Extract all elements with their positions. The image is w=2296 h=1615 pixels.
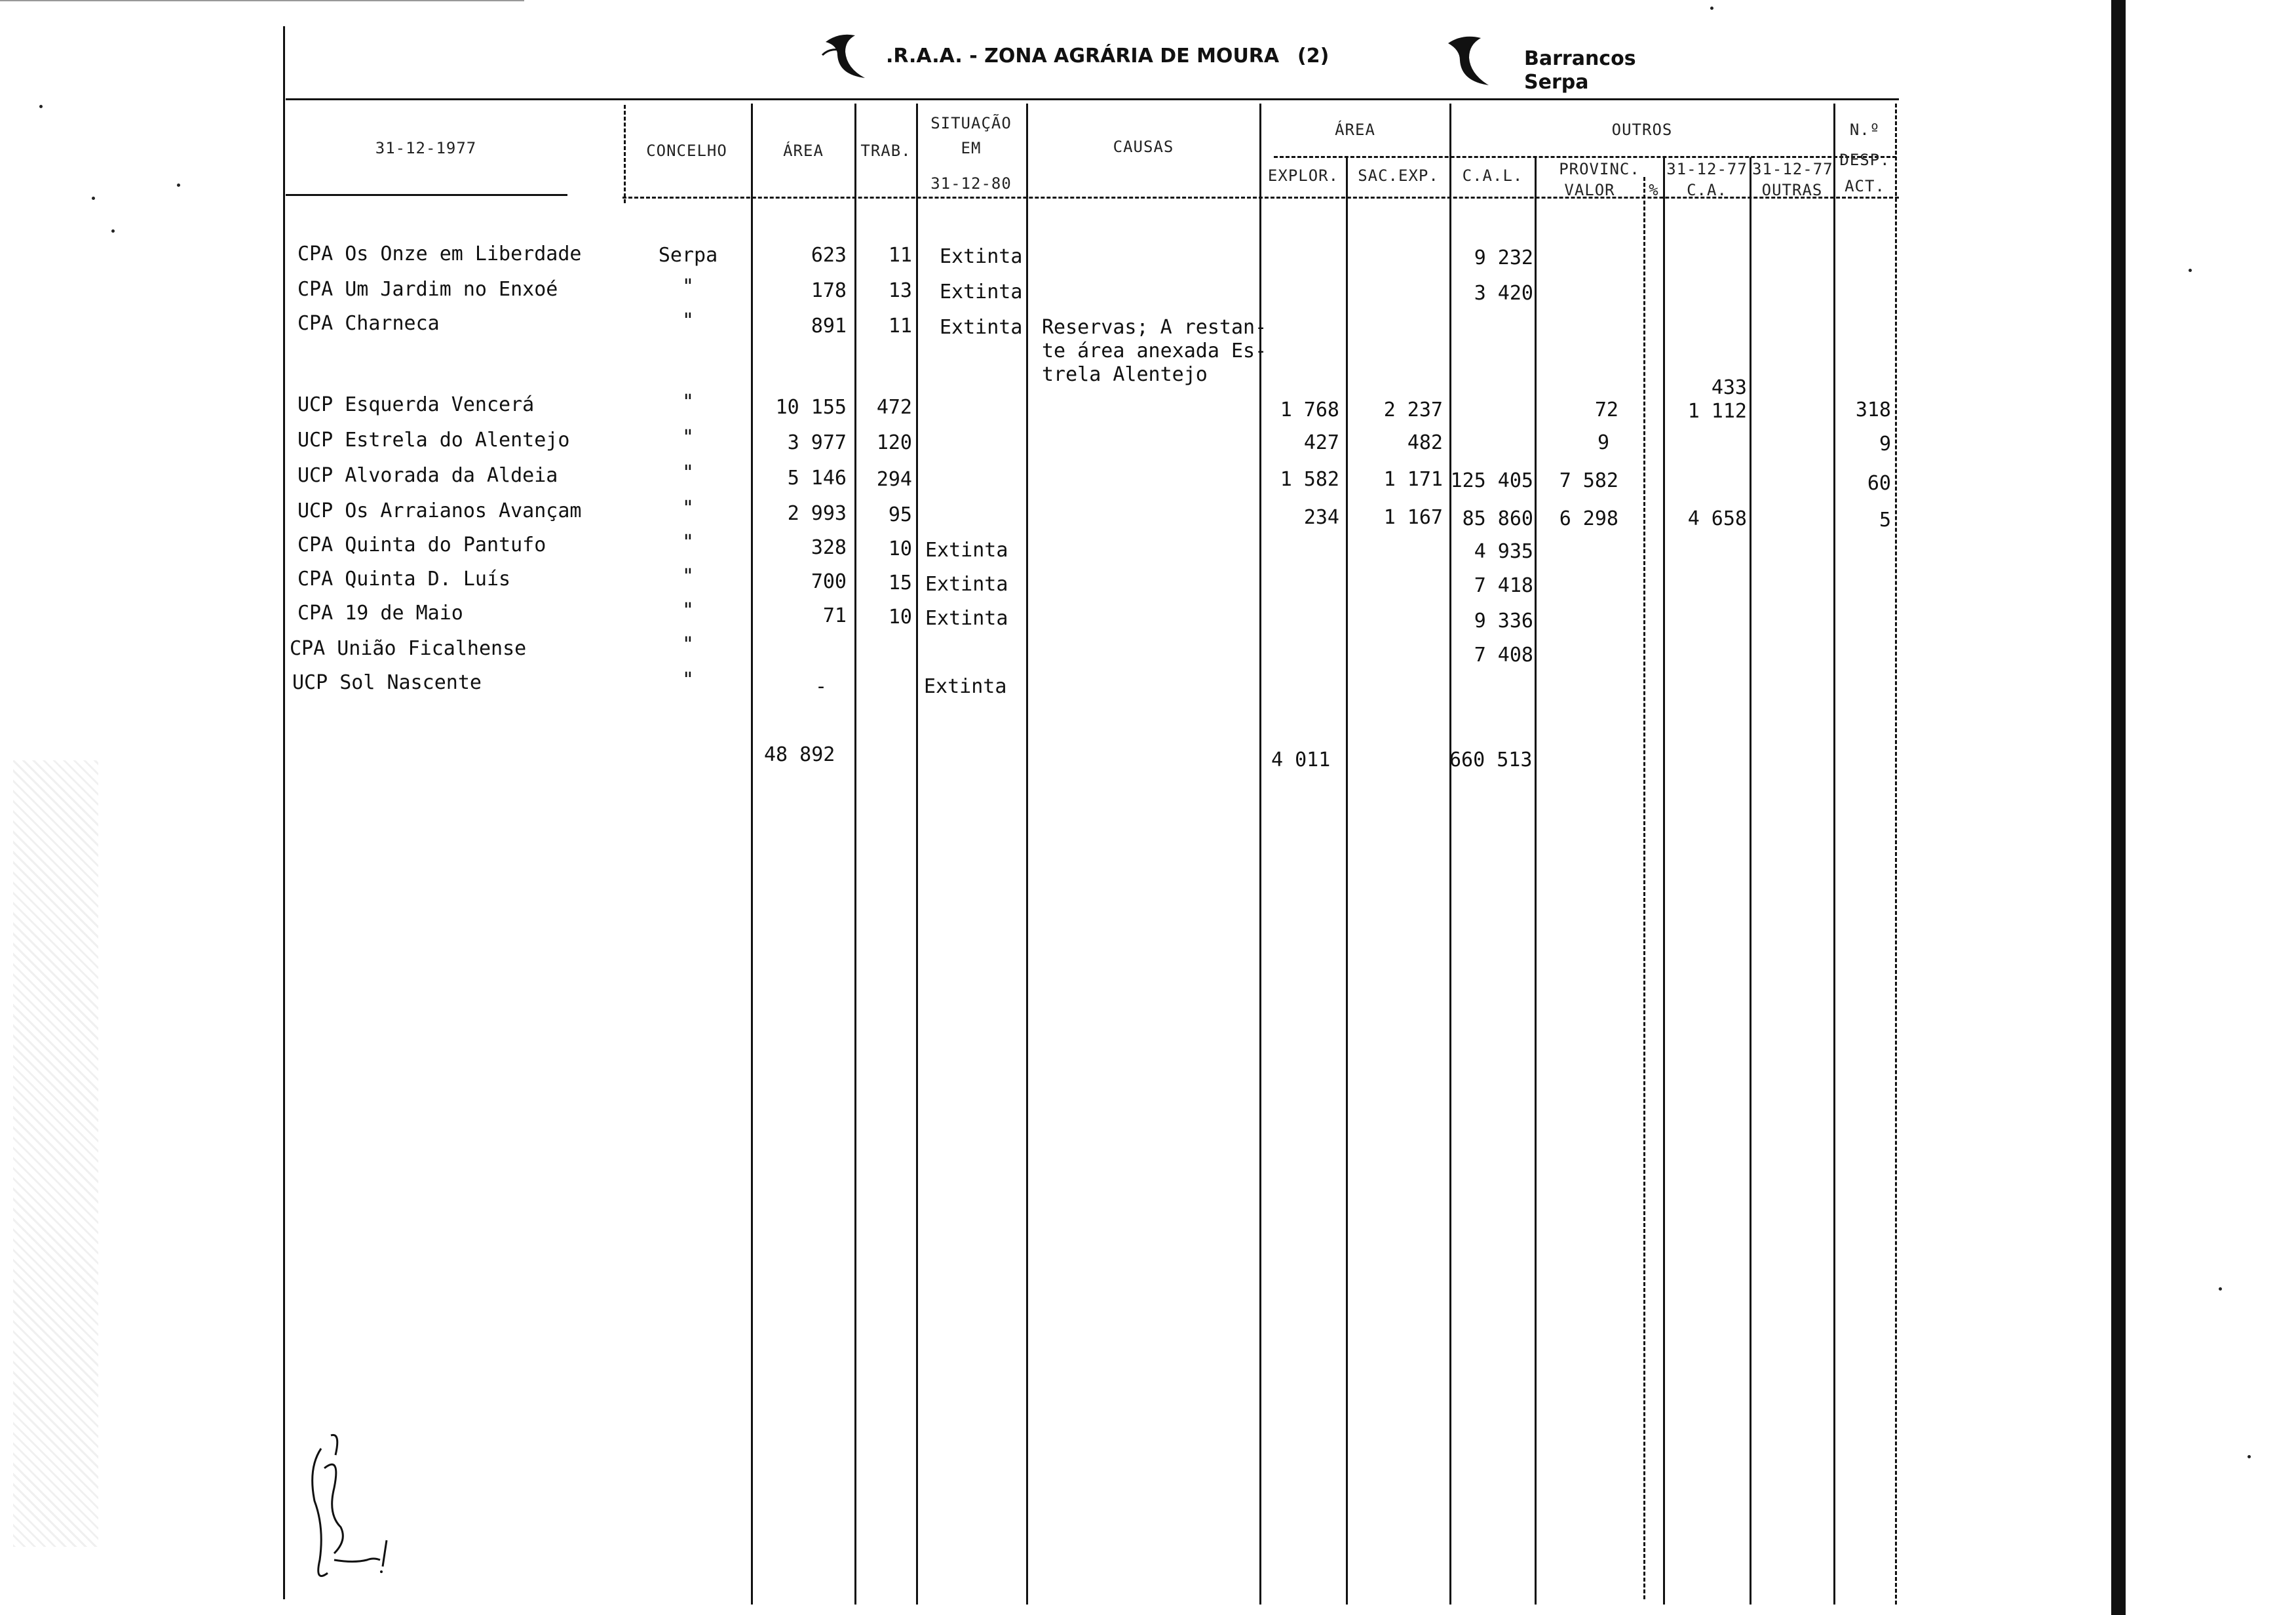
row-explor: 1 768 — [1280, 399, 1339, 421]
total-explor: 4 011 — [1271, 749, 1331, 771]
col-header-situacao-top: SITUAÇÃO — [930, 114, 1012, 132]
header-top-rule — [286, 98, 1899, 100]
row-explor: 234 — [1303, 506, 1339, 529]
row-cal: 7 408 — [1474, 644, 1533, 667]
row-trab: 95 — [888, 503, 912, 526]
signature — [295, 1429, 413, 1586]
row-situacao: Extinta — [940, 316, 1023, 339]
row-area: 2 993 — [787, 502, 847, 525]
left-border — [283, 26, 285, 1599]
col-line-outros — [1449, 104, 1451, 1605]
col-line-outras — [1750, 157, 1751, 1605]
col-header-situacao-bot: 31-12-80 — [930, 174, 1012, 193]
logo-mark-right — [1442, 31, 1501, 90]
col-line-area — [751, 104, 753, 1605]
row-last: 318 — [1855, 399, 1891, 421]
row-sac: 1 171 — [1383, 468, 1443, 491]
row-area: 328 — [811, 536, 847, 559]
row-area: - — [814, 675, 827, 698]
row-trab: 10 — [888, 537, 912, 560]
row-concelho: " — [681, 461, 695, 484]
col-line-last — [1833, 104, 1835, 1605]
row-concelho: " — [681, 599, 695, 622]
col-line-ca — [1663, 157, 1665, 1605]
scan-speck — [2219, 1287, 2222, 1291]
region-line-2: Serpa — [1524, 71, 1589, 94]
col-header-trab: TRAB. — [860, 142, 911, 160]
logo-mark — [819, 29, 878, 81]
scan-speck — [177, 184, 180, 187]
row-valor: 72 — [1594, 399, 1618, 421]
row-name: CPA Os Onze em Liberdade — [297, 243, 582, 265]
row-cal: 9 232 — [1474, 246, 1533, 269]
col-header-date: 31-12-1977 — [375, 139, 477, 157]
row-situacao: Extinta — [940, 245, 1023, 268]
row-explor: 427 — [1303, 431, 1339, 454]
row-area: 178 — [811, 279, 847, 302]
row-trab: 294 — [876, 468, 912, 491]
row-name: CPA União Ficalhense — [290, 637, 527, 660]
row-concelho: " — [681, 309, 695, 332]
row-causas: Reservas; A restan- te área anexada Es- trela Alentejo — [1042, 316, 1267, 386]
row-last: 9 — [1879, 433, 1891, 456]
row-situacao: Extinta — [924, 675, 1007, 698]
col-line-sac — [1346, 157, 1348, 1605]
row-cal: 7 418 — [1474, 574, 1533, 597]
col-header-area: ÁREA — [783, 142, 824, 160]
col-header-valor: VALOR — [1564, 181, 1615, 199]
row-area: 891 — [811, 315, 847, 338]
row-last: 5 — [1879, 509, 1891, 532]
col-header-last-mid: DESP. — [1839, 151, 1890, 169]
scan-speck — [1710, 7, 1713, 10]
row-situacao: Extinta — [925, 607, 1008, 630]
col-header-situacao-mid: EM — [961, 139, 982, 157]
row-sac: 1 167 — [1383, 506, 1443, 529]
row-name: UCP Esquerda Vencerá — [297, 393, 535, 416]
right-scan-edge — [2111, 0, 2126, 1615]
row-concelho: " — [681, 633, 695, 656]
row-cal: 4 935 — [1474, 540, 1533, 563]
col-header-concelho: CONCELHO — [646, 142, 727, 160]
row-concelho: " — [681, 565, 695, 588]
scan-speck — [111, 229, 115, 233]
row-ca: 433 1 112 — [1687, 376, 1747, 423]
row-situacao: Extinta — [925, 573, 1008, 596]
col-header-pct: % — [1649, 181, 1659, 199]
col-header-provinc: PROVINC. — [1559, 160, 1640, 178]
row-concelho: " — [681, 497, 695, 520]
row-name: UCP Os Arraianos Avançam — [297, 499, 582, 522]
col-line-right — [1895, 104, 1897, 1605]
row-sac: 482 — [1407, 431, 1443, 454]
row-concelho: " — [681, 531, 695, 554]
col-header-outros: OUTROS — [1611, 121, 1673, 139]
row-valor: 6 298 — [1559, 507, 1618, 530]
col-header-cal: C.A.L. — [1462, 166, 1523, 185]
region-line-1: Barrancos — [1524, 47, 1636, 70]
row-name: UCP Estrela do Alentejo — [297, 429, 570, 452]
col-header-ca-top: 31-12-77 — [1666, 160, 1748, 178]
row-name: UCP Sol Nascente — [292, 671, 482, 694]
row-area: 5 146 — [787, 467, 847, 490]
row-last: 60 — [1867, 472, 1891, 495]
page-number: (2) — [1297, 45, 1330, 68]
row-concelho: Serpa — [658, 244, 718, 267]
row-trab: 13 — [888, 279, 912, 302]
col-header-last-bot: ACT. — [1845, 177, 1885, 195]
scan-speck — [39, 105, 43, 108]
row-name: CPA Quinta D. Luís — [297, 568, 511, 591]
row-name: CPA Um Jardim no Enxoé — [297, 278, 558, 301]
row-cal: 125 405 — [1450, 469, 1533, 492]
row-explor: 1 582 — [1280, 468, 1339, 491]
col-line-situacao — [916, 104, 918, 1605]
row-situacao: Extinta — [925, 539, 1008, 562]
row-cal: 85 860 — [1462, 507, 1533, 530]
row-trab: 11 — [888, 244, 912, 267]
total-cal: 660 513 — [1449, 749, 1533, 771]
page-title: .R.A.A. - ZONA AGRÁRIA DE MOURA — [886, 45, 1280, 68]
row-trab: 11 — [888, 315, 912, 338]
row-area: 700 — [811, 570, 847, 593]
row-concelho: " — [681, 426, 695, 449]
row-ca: 4 658 — [1687, 507, 1747, 530]
row-trab: 10 — [888, 606, 912, 629]
col-header-explor: EXPLOR. — [1267, 166, 1339, 185]
col-header-last-top: N.º — [1849, 121, 1881, 139]
scan-speck — [2189, 269, 2192, 272]
row-name: CPA Quinta do Pantufo — [297, 534, 546, 556]
col-line-pct — [1643, 177, 1645, 1599]
row-area: 3 977 — [787, 431, 847, 454]
header-bottom-rule-left — [286, 194, 567, 196]
col-header-outras: OUTRAS — [1761, 181, 1823, 199]
row-valor: 9 — [1597, 431, 1609, 454]
col-header-ca: C.A. — [1687, 181, 1727, 199]
row-situacao: Extinta — [940, 281, 1023, 303]
row-cal: 9 336 — [1474, 610, 1533, 632]
row-sac: 2 237 — [1383, 399, 1443, 421]
row-concelho: " — [681, 669, 695, 691]
scan-speck — [2248, 1455, 2251, 1458]
scan-speck — [92, 197, 95, 200]
row-trab: 120 — [876, 431, 912, 454]
row-name: UCP Alvorada da Aldeia — [297, 464, 558, 487]
row-trab: 15 — [888, 572, 912, 594]
top-rule — [0, 0, 524, 1]
scan-noise-left — [13, 760, 98, 1547]
total-area: 48 892 — [764, 743, 835, 766]
row-name: CPA 19 de Maio — [297, 602, 463, 625]
col-header-area-group: ÁREA — [1335, 121, 1375, 139]
row-trab: 472 — [876, 396, 912, 419]
row-concelho: " — [681, 391, 695, 414]
col-header-causas: CAUSAS — [1113, 138, 1174, 156]
row-cal: 3 420 — [1474, 282, 1533, 305]
row-name: CPA Charneca — [297, 312, 440, 335]
col-header-sac: SAC.EXP. — [1358, 166, 1439, 185]
row-valor: 7 582 — [1559, 469, 1618, 492]
col-line-provinc — [1535, 157, 1537, 1605]
row-area: 71 — [822, 604, 847, 627]
row-concelho: " — [681, 275, 695, 298]
col-header-outras-top: 31-12-77 — [1752, 160, 1833, 178]
col-line-causas — [1026, 104, 1028, 1605]
row-area: 10 155 — [775, 396, 847, 419]
row-area: 623 — [811, 244, 847, 267]
